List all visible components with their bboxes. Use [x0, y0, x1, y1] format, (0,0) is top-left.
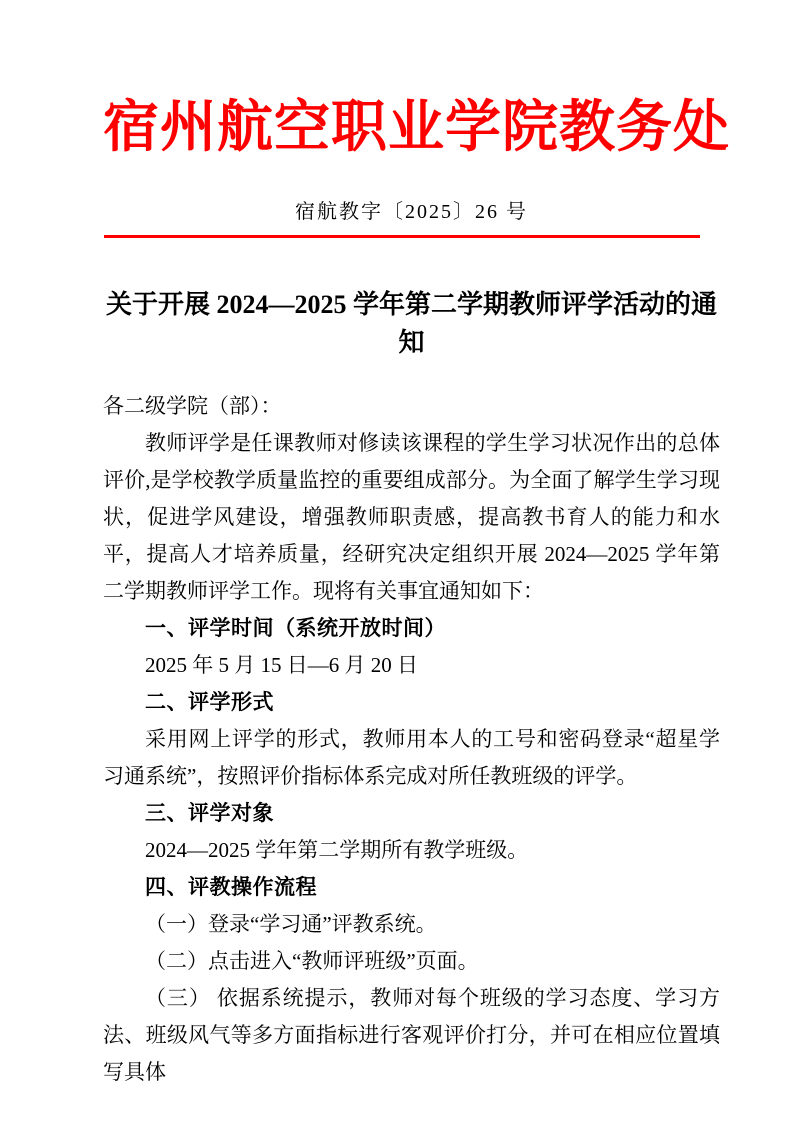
section-1-paragraph: 2025 年 5 月 15 日—6 月 20 日: [145, 653, 418, 677]
doc-number: 宿航教字〔2025〕26 号: [295, 201, 528, 223]
notice-title: 关于开展 2024—2025 学年第二学期教师评学活动的通知: [105, 290, 717, 357]
intro-paragraph: 教师评学是任课教师对修读该课程的学生学习状况作出的总体评价,是学校教学质量监控的重要组成部分。为全面了解学生学习现状，促进学风建设，增强教师职责感，提高教书育人的能力和水平，提高人才培养质量，经研究决定组织开展 2024—2025 学年第二学期教师评学工作。现将有关事宜通知如下：: [103, 431, 720, 603]
section-2-heading: 二、评学形式: [145, 691, 274, 714]
section-3-paragraph: 2024—2025 学年第二学期所有教学班级。: [145, 838, 529, 862]
section-3-heading: 三、评学对象: [145, 802, 274, 825]
org-header: 宿州航空职业学院教务处: [103, 97, 730, 159]
notice-body: [103, 388, 720, 1091]
section-4-step-3: （三） 依据系统提示，教师对每个班级的学习态度、学习方法、班级风气等多方面指标进行客观评价打分，并可在相应位置填写具体: [103, 986, 720, 1084]
section-1-heading: 一、评学时间（系统开放时间）: [145, 617, 446, 640]
section-4-step-2: （二）点击进入“教师评班级”页面。: [145, 949, 479, 973]
section-4-heading: 四、评教操作流程: [145, 876, 317, 899]
section-4-step-1: （一）登录“学习通”评教系统。: [145, 912, 437, 936]
salutation: 各二级学院（部）：: [103, 394, 282, 418]
section-2-paragraph: 采用网上评学的形式，教师用本人的工号和密码登录“超星学习通系统”，按照评价指标体系完成对所任教班级的评学。: [103, 727, 720, 788]
red-divider-line: [104, 235, 700, 238]
